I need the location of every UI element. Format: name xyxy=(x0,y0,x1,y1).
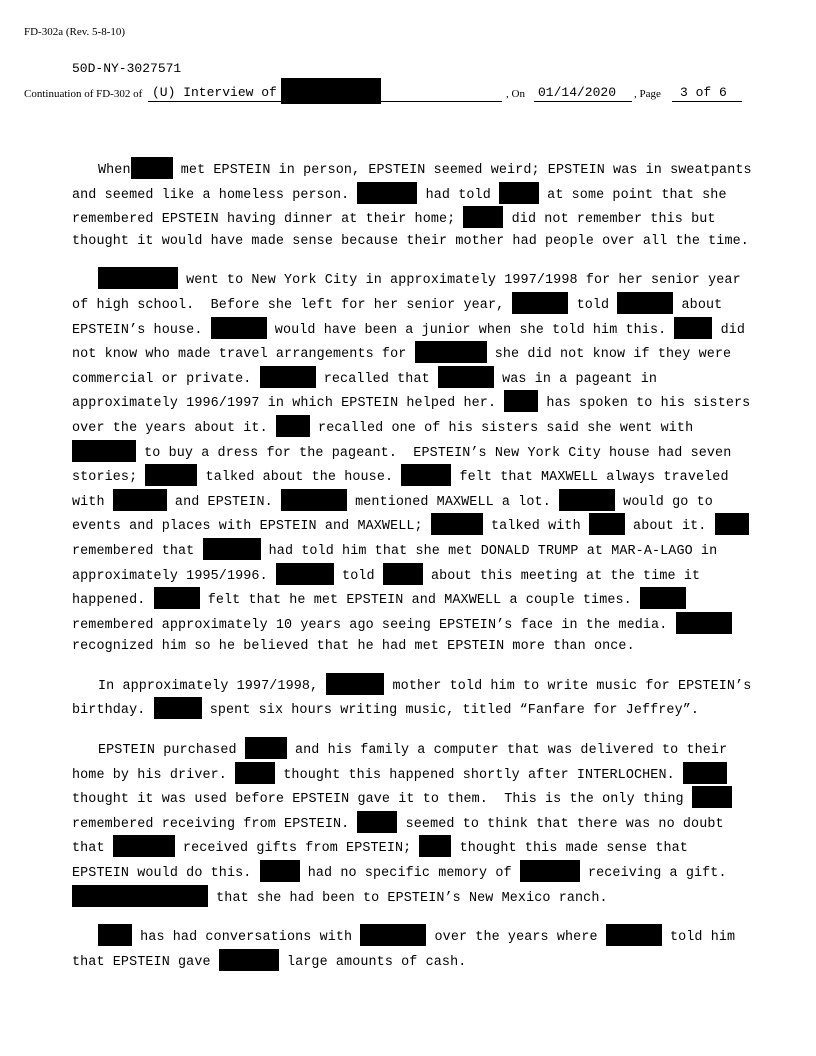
paragraph-text: had told xyxy=(417,187,500,203)
on-label: , On xyxy=(506,88,525,100)
paragraph-text: mother told him to write music for EPSTEIN’s birthday. xyxy=(72,678,760,719)
body-paragraph xyxy=(72,267,759,658)
redaction-box xyxy=(499,182,539,204)
redaction-box xyxy=(640,587,686,609)
redaction-box xyxy=(281,78,381,104)
paragraph-text: large amounts of cash. xyxy=(278,954,467,970)
paragraph-text: at some point that she remembered EPSTEIN having dinner at their home; xyxy=(72,187,735,228)
redaction-box xyxy=(357,811,397,833)
redaction-box xyxy=(683,762,727,784)
redaction-box xyxy=(383,563,423,585)
redaction-box xyxy=(692,786,732,808)
page-number: 3 of 6 xyxy=(680,85,727,100)
redaction-box xyxy=(98,924,132,946)
paragraph-text: thought this happened shortly after INTERLOCHEN. xyxy=(275,767,683,783)
redaction-box xyxy=(431,513,483,535)
paragraph-text: to buy a dress for the pageant. EPSTEIN’s New York City house had seven stories; xyxy=(72,445,740,486)
form-id: FD-302a (Rev. 5-8-10) xyxy=(24,26,126,38)
redaction-box xyxy=(72,440,136,462)
redaction-box xyxy=(326,673,384,695)
redaction-box xyxy=(589,513,625,535)
redaction-box xyxy=(715,513,749,535)
redaction-box xyxy=(360,924,426,946)
body-paragraph xyxy=(72,924,752,973)
paragraph-text: about this meeting at the time it happened. xyxy=(72,568,709,609)
paragraph-text: felt that MAXWELL always traveled with xyxy=(72,470,737,510)
redaction-box xyxy=(131,157,173,179)
document-body xyxy=(72,157,760,988)
redaction-box xyxy=(463,206,503,228)
paragraph-text: recognized him so he believed that he had met EPSTEIN more than once. xyxy=(72,617,740,655)
paragraph-text: has spoken to his sisters over the years about it. xyxy=(72,396,759,436)
redaction-box xyxy=(260,366,316,388)
redaction-box xyxy=(145,464,197,486)
body-paragraph xyxy=(72,157,760,252)
paragraph-text: In approximately 1997/1998, xyxy=(98,678,327,694)
page-underline xyxy=(672,101,742,102)
paragraph-text: felt that he met EPSTEIN and MAXWELL a couple times. xyxy=(199,593,640,609)
redaction-box xyxy=(203,538,261,560)
continuation-label: Continuation of FD-302 of xyxy=(24,88,143,100)
redaction-box xyxy=(113,835,175,857)
redaction-box xyxy=(235,762,275,784)
paragraph-text: When xyxy=(98,163,131,178)
body-paragraph xyxy=(72,673,760,722)
body-paragraph xyxy=(72,737,752,909)
paragraph-text: remembered receiving from EPSTEIN. xyxy=(72,792,740,832)
paragraph-text: about EPSTEIN’s house. xyxy=(72,297,731,338)
paragraph-text: about it. xyxy=(624,519,715,535)
paragraph-text: went to New York City in approximately 1997/1998 for her senior year of high school. Before she left for her senior year, xyxy=(72,273,749,313)
paragraph-text: and EPSTEIN. xyxy=(166,494,281,510)
paragraph-text: she did not know if they were commercial or private. xyxy=(72,347,740,387)
redaction-box xyxy=(438,366,494,388)
paragraph-text: remembered that xyxy=(72,519,757,559)
redaction-box xyxy=(154,697,202,719)
paragraph-text: over the years where xyxy=(426,930,606,946)
paragraph-text: did not know who made travel arrangements for xyxy=(72,322,754,363)
redaction-box xyxy=(113,489,167,511)
page-label: , Page xyxy=(634,88,661,100)
redaction-box xyxy=(154,587,200,609)
paragraph-text: told xyxy=(568,297,618,313)
paragraph-text: and his family a computer that was delivered to their home by his driver. xyxy=(72,743,736,783)
redaction-box xyxy=(357,182,417,204)
paragraph-text: recalled one of his sisters said she went with xyxy=(309,420,702,436)
paragraph-text: receiving a gift. xyxy=(579,866,735,882)
paragraph-text: would have been a junior when she told him this. xyxy=(266,322,675,338)
redaction-box xyxy=(281,489,347,511)
paragraph-text: received gifts from EPSTEIN; xyxy=(174,841,420,857)
paragraph-text: spent six hours writing music, titled “Fanfare for Jeffrey”. xyxy=(201,703,700,719)
paragraph-text: thought it was used before EPSTEIN gave it to them. This is the only thing xyxy=(72,767,736,808)
redaction-box xyxy=(260,860,300,882)
redaction-box xyxy=(98,267,178,289)
redaction-box xyxy=(559,489,615,511)
paragraph-text: talked with xyxy=(482,519,589,535)
redaction-box xyxy=(676,612,732,634)
paragraph-text: has had conversations with xyxy=(132,930,361,946)
paragraph-text: told him that EPSTEIN gave xyxy=(72,930,744,970)
date-underline xyxy=(534,101,632,102)
paragraph-text: thought this made sense that EPSTEIN would do this. xyxy=(72,841,697,882)
redaction-box xyxy=(606,924,662,946)
redaction-box xyxy=(211,317,267,339)
redaction-box xyxy=(419,835,451,857)
paragraph-text: mentioned MAXWELL a lot. xyxy=(346,494,560,510)
paragraph-text: was in a pageant in approximately 1996/1997 in which EPSTEIN helped her. xyxy=(72,371,666,412)
redaction-box xyxy=(674,317,712,339)
paragraph-text: seemed to think that there was no doubt that xyxy=(72,816,732,857)
file-number: 50D-NY-3027571 xyxy=(72,61,182,76)
redaction-box xyxy=(504,390,538,412)
paragraph-text: had no specific memory of xyxy=(299,866,520,882)
interview-date: 01/14/2020 xyxy=(538,85,617,100)
paragraph-text: had told him that she met DONALD TRUMP at MAR-A-LAGO in approximately 1995/1996. xyxy=(72,543,726,584)
paragraph-text: recalled that xyxy=(315,371,438,387)
paragraph-text: EPSTEIN purchased xyxy=(98,743,245,759)
redaction-box xyxy=(512,292,568,314)
paragraph-text: remembered approximately 10 years ago seeing EPSTEIN’s face in the media. xyxy=(72,593,695,633)
redaction-box xyxy=(219,949,279,971)
paragraph-text: talked about the house. xyxy=(197,470,402,486)
redaction-box xyxy=(245,737,287,759)
redaction-box xyxy=(520,860,580,882)
continuation-row xyxy=(24,80,784,102)
paragraph-text: would go to events and places with EPSTEIN and MAXWELL; xyxy=(72,494,722,535)
redaction-box xyxy=(617,292,673,314)
redaction-box xyxy=(401,464,451,486)
paragraph-text: did not remember this but thought it would have made sense because their mother had people over all the time. xyxy=(72,212,749,249)
redaction-box xyxy=(72,885,208,907)
subject-prefix: (U) Interview of xyxy=(152,85,277,100)
paragraph-text: told xyxy=(333,568,383,584)
redaction-box xyxy=(276,415,310,437)
paragraph-text: met EPSTEIN in person, EPSTEIN seemed weird; EPSTEIN was in sweatpants and seemed like a homeless person. xyxy=(72,163,760,203)
redaction-box xyxy=(276,563,334,585)
redaction-box xyxy=(415,341,487,363)
paragraph-text: that she had been to EPSTEIN’s New Mexico ranch. xyxy=(208,890,608,906)
